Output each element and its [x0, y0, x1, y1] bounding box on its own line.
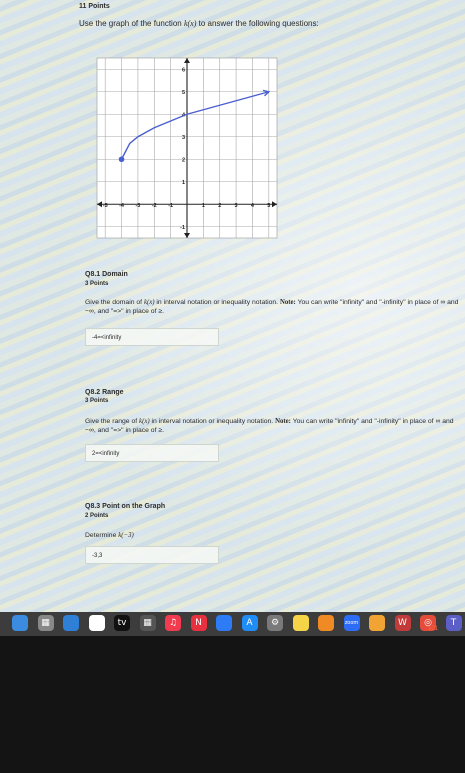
q1-note-label: Note: [279, 299, 296, 306]
q3-text-before: Determine [85, 532, 117, 539]
notes-dock-icon[interactable] [293, 615, 309, 631]
news-dock-icon[interactable]: N [191, 615, 207, 631]
app-store-dock-icon[interactable]: A [242, 615, 258, 631]
y-tick-label: 6 [181, 67, 185, 74]
q2-points: 3 Points [85, 398, 109, 404]
q1-prompt [85, 298, 460, 316]
curve-start-point [119, 156, 125, 162]
q2-answer-input[interactable]: 2=<infinity [85, 444, 219, 462]
q2-function: k(x) [139, 418, 150, 425]
x-tick-label: 4 [250, 202, 254, 209]
desk-surface [0, 636, 465, 773]
instruction-text [79, 19, 319, 28]
pages-dock-icon[interactable] [318, 615, 334, 631]
chrome-dock-icon[interactable]: ◎ [420, 615, 436, 631]
calculator-dock-icon[interactable]: ▦ [140, 615, 156, 631]
keynote-dock-icon[interactable] [216, 615, 232, 631]
x-tick-label: 3 [234, 202, 238, 209]
q1-text-middle: in interval notation or inequality notation. [156, 299, 279, 306]
dock [0, 612, 465, 636]
books-dock-icon[interactable] [369, 615, 385, 631]
q2-note-label: Note: [275, 418, 291, 425]
x-tick-label: -4 [119, 202, 124, 209]
q2-text-middle: in interval notation or inequality notation. [151, 418, 274, 425]
q3-points: 2 Points [85, 513, 109, 519]
y-tick-label: -1 [180, 224, 185, 231]
x-tick-label: -3 [135, 202, 141, 209]
function-graph [92, 53, 282, 243]
q2-title: Q8.2 Range [85, 389, 124, 396]
instruction-prefix: Use the graph of the function [79, 19, 182, 28]
x-tick-label: 5 [267, 202, 271, 209]
x-tick-label: -2 [151, 202, 157, 209]
x-tick-label: 1 [201, 202, 205, 209]
x-tick-label: 2 [218, 202, 222, 209]
microsoft-word-dock-icon[interactable]: W [395, 615, 411, 631]
q3-function: k(−3) [118, 532, 134, 539]
settings-dock-icon[interactable]: ⚙ [267, 615, 283, 631]
q3-title: Q8.3 Point on the Graph [85, 503, 166, 510]
x-tick-label: -1 [168, 202, 174, 209]
x-tick-label: -5 [102, 202, 108, 209]
y-tick-label: 4 [181, 112, 185, 119]
q2-prompt [85, 417, 460, 435]
y-tick-label: 1 [181, 179, 185, 186]
q3-answer-input[interactable]: -3,3 [85, 546, 219, 564]
teams-dock-icon[interactable]: T [446, 615, 462, 631]
zoom-dock-icon[interactable]: zoom [344, 615, 360, 631]
launchpad-dock-icon[interactable]: ▦ [38, 615, 54, 631]
q1-answer-input[interactable]: -4=<infinity [85, 328, 219, 346]
q3-prompt [85, 531, 460, 540]
q2-note-text: You can write "infinity" and "-infinity" in place of ∞ and −∞, and "=>" in place of ≥. [85, 418, 454, 434]
q1-text-before: Give the domain of [85, 299, 143, 306]
q1-points: 3 Points [85, 281, 109, 287]
q1-function: k(x) [143, 299, 155, 306]
finder-dock-icon[interactable] [12, 615, 28, 631]
q1-title: Q8.1 Domain [85, 271, 128, 278]
apple-tv-dock-icon[interactable]: tv [114, 615, 130, 631]
notification-badge: 101 [428, 626, 439, 632]
freeform-dock-icon[interactable] [89, 615, 105, 631]
instruction-suffix: to answer the following questions: [198, 19, 319, 28]
y-tick-label: 5 [181, 89, 185, 96]
q1-note-text: You can write "infinity" and "-infinity" in place of ∞ and −∞, and "=>" in place of ≥. [85, 299, 459, 315]
y-tick-label: 3 [181, 134, 185, 141]
points-header: 11 Points [79, 3, 110, 10]
music-dock-icon[interactable]: ♫ [165, 615, 181, 631]
function-name: k(x) [183, 19, 197, 28]
mail-dock-icon[interactable] [63, 615, 79, 631]
y-tick-label: 2 [181, 157, 185, 164]
q2-text-before: Give the range of [85, 418, 138, 425]
